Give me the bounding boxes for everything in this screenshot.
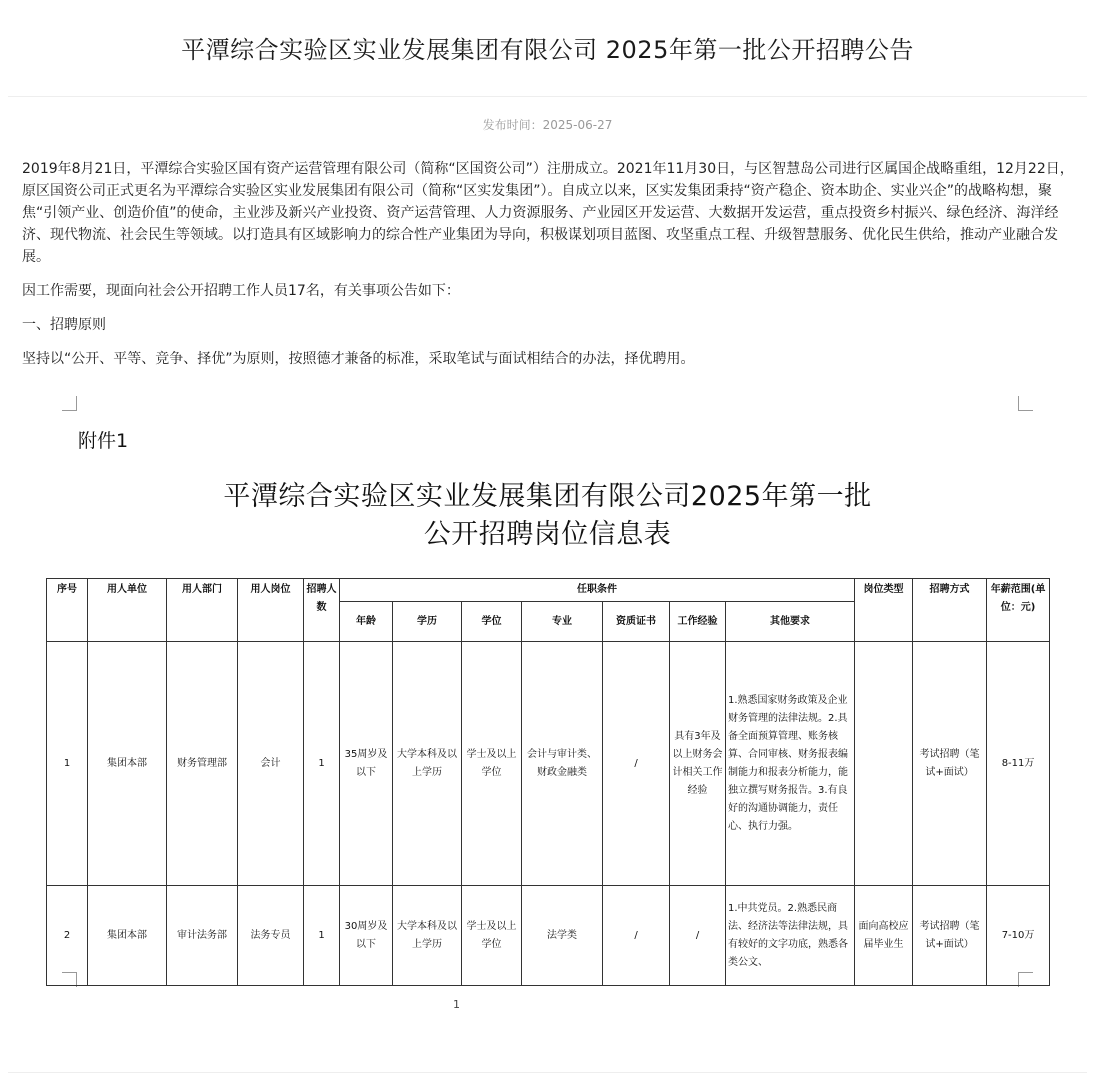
header-other: 其他要求 (726, 602, 855, 642)
header-experience: 工作经验 (670, 602, 726, 642)
cell-post-type: 面向高校应届毕业生 (855, 886, 913, 986)
notice-paragraph: 因工作需要，现面向社会公开招聘工作人员17名，有关事项公告如下： (22, 283, 460, 299)
header-method: 招聘方式 (913, 579, 987, 642)
cell-degree: 学士及以上学位 (462, 642, 522, 886)
table-title (0, 478, 1095, 554)
cell-unit: 集团本部 (88, 886, 167, 986)
cell-position: 法务专员 (238, 886, 304, 986)
cell-salary: 7-10万 (987, 886, 1050, 986)
header-degree: 学位 (462, 602, 522, 642)
cell-education: 大学本科及以上学历 (393, 886, 462, 986)
table-title-line1: 平潭综合实验区实业发展集团有限公司2025年第一批 (223, 481, 872, 512)
header-age: 年龄 (340, 602, 393, 642)
page-corner-mark (62, 396, 77, 411)
cell-method: 考试招聘（笔试+面试） (913, 886, 987, 986)
header-post-type: 岗位类型 (855, 579, 913, 642)
cell-seq: 2 (47, 886, 88, 986)
article-body (22, 158, 1074, 382)
cell-age: 35周岁及以下 (340, 642, 393, 886)
header-salary: 年薪范围(单位：元) (987, 579, 1050, 642)
section-heading: 一、招聘原则 (22, 317, 106, 333)
header-education: 学历 (393, 602, 462, 642)
header-position: 用人岗位 (238, 579, 304, 642)
header-seq: 序号 (47, 579, 88, 642)
cell-other: 1.熟悉国家财务政策及企业财务管理的法律法规。2.具备全面预算管理、账务核算、合同审核、财务报表编制能力和报表分析能力，能独立撰写财务报告。3.有良好的沟通协调能力，责任心、执行力强。 (726, 642, 855, 886)
cell-experience: 具有3年及以上财务会计相关工作经验 (670, 642, 726, 886)
cell-salary: 8-11万 (987, 642, 1050, 886)
cell-major: 法学类 (522, 886, 603, 986)
cell-count: 1 (304, 642, 340, 886)
cell-education: 大学本科及以上学历 (393, 642, 462, 886)
header-certificate: 资质证书 (603, 602, 670, 642)
cell-experience: / (670, 886, 726, 986)
cell-post-type (855, 642, 913, 886)
cell-certificate: / (603, 642, 670, 886)
divider (8, 1072, 1087, 1073)
table-row (47, 886, 1050, 986)
cell-other: 1.中共党员。2.熟悉民商法、经济法等法律法规，具有较好的文字功底，熟悉各类公文、 (726, 886, 855, 986)
page-number: 1 (453, 998, 460, 1011)
publish-time: 发布时间：2025-06-27 (482, 118, 613, 132)
cell-major: 会计与审计类、财政金融类 (522, 642, 603, 886)
header-major: 专业 (522, 602, 603, 642)
cell-degree: 学士及以上学位 (462, 886, 522, 986)
header-count: 招聘人数 (304, 579, 340, 642)
cell-unit: 集团本部 (88, 642, 167, 886)
header-unit: 用人单位 (88, 579, 167, 642)
cell-seq: 1 (47, 642, 88, 886)
divider (8, 96, 1087, 97)
header-conditions: 任职条件 (340, 579, 855, 602)
page-title: 平潭综合实验区实业发展集团有限公司 2025年第一批公开招聘公告 (181, 36, 914, 64)
table-title-line2: 公开招聘岗位信息表 (423, 519, 672, 550)
intro-paragraph: 2019年8月21日，平潭综合实验区国有资产运营管理有限公司（简称“区国资公司”）注册成立。2021年11月30日，与区智慧岛公司进行区属国企战略重组，12月22日，原区国资公司正式更名为平潭综合实验区实业发展集团有限公司（简称“区实发集团”）。自成立以来，区实发集团秉持“资产稳企、资本助企、实业兴企”的战略构想，聚焦“引领产业、创造价值”的使命，主业涉及新兴产业投资、资产运营管理、人力资源服务、产业园区开发运营、大数据开发运营，重点投资乡村振兴、绿色经济、海洋经济、现代物流、社会民生等领域。以打造具有区域影响力的综合性产业集团为导向，积极谋划项目蓝图、攻坚重点工程、升级智慧服务、优化民生供给，推动产业融合发展。 (22, 161, 1074, 265)
cell-dept: 财务管理部 (167, 642, 238, 886)
job-info-table (46, 578, 1050, 986)
cell-age: 30周岁及以下 (340, 886, 393, 986)
header-dept: 用人部门 (167, 579, 238, 642)
principle-paragraph: 坚持以“公开、平等、竞争、择优”为原则，按照德才兼备的标准，采取笔试与面试相结合的办法，择优聘用。 (22, 351, 695, 367)
cell-method: 考试招聘（笔试+面试） (913, 642, 987, 886)
cell-certificate: / (603, 886, 670, 986)
cell-position: 会计 (238, 642, 304, 886)
table-row (47, 642, 1050, 886)
page-corner-mark (1018, 396, 1033, 411)
cell-count: 1 (304, 886, 340, 986)
cell-dept: 审计法务部 (167, 886, 238, 986)
attachment-label: 附件1 (78, 430, 129, 452)
